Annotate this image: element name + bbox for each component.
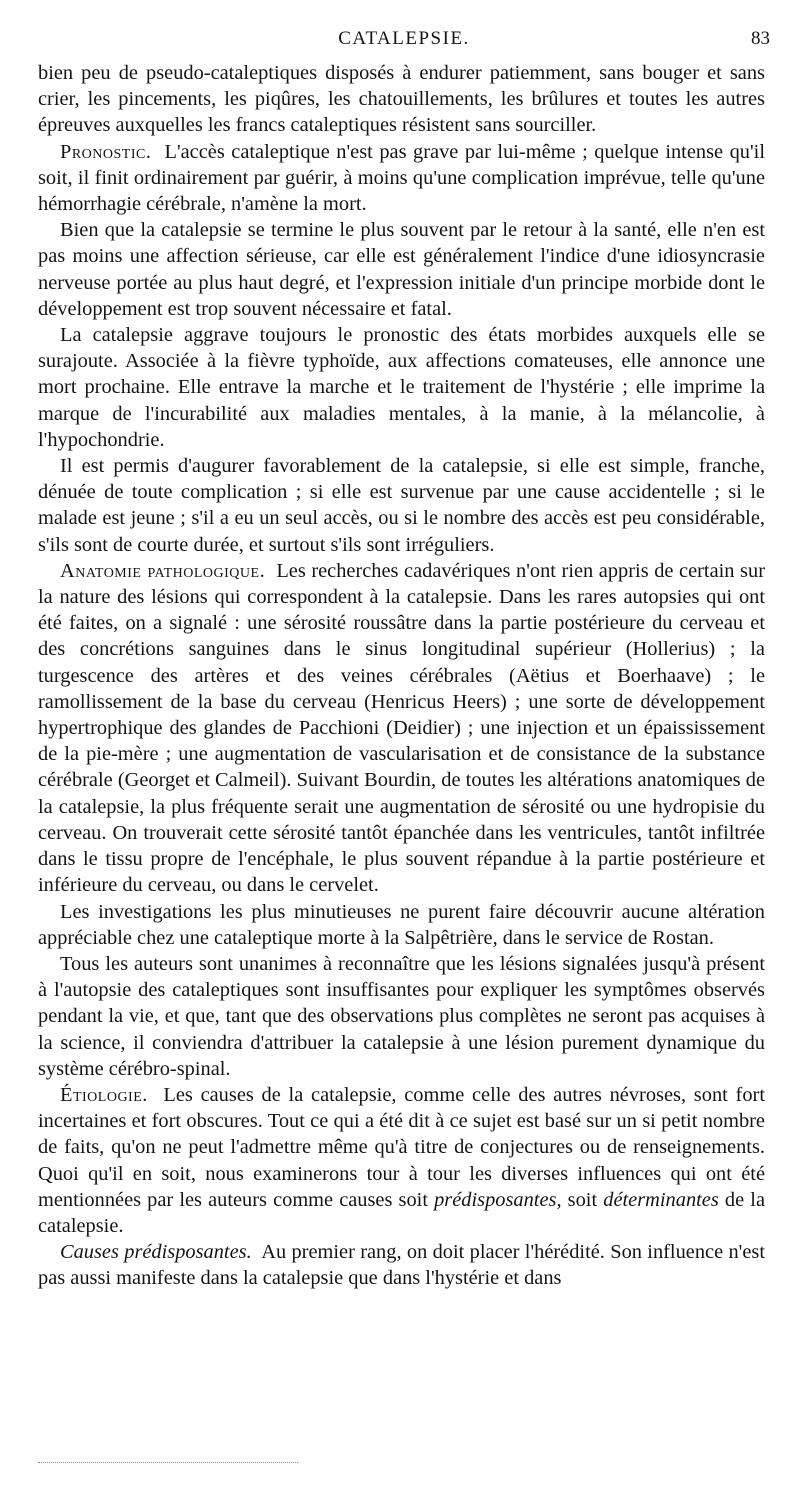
- paragraph-pronostic: [38, 139, 765, 218]
- paragraph-continuation: [38, 60, 765, 139]
- paragraph-text: Il est permis d'augurer favorablement de la catalepsie, si elle est simple, franche, dénuée de toute complication ; si elle est survenue par une cause accidentelle ; si le malade est jeune ; s'il a eu un seul accès, ou si le nombre des accès est peu considérable, s'ils sont de courte durée, et surtout s'ils sont irréguliers.: [38, 455, 765, 556]
- section-heading-etiologie: Étiologie.: [60, 1083, 148, 1106]
- italic-term: déterminantes: [603, 1188, 719, 1211]
- paragraph-etiologie: [38, 1082, 765, 1239]
- paragraph-text: Les investigations les plus minutieuses ne purent faire découvrir aucune altération appréciable chez une cataleptique morte à la Salpêtrière, dans le service de Rostan.: [38, 900, 765, 949]
- paragraph-text: Bien que la catalepsie se termine le plus souvent par le retour à la santé, elle n'en est pas moins une affection sérieuse, car elle est généralement l'indice d'une idiosyncrasie nerveuse portée au plus haut degré, et l'expression initiale d'un principe morbide dont le développement est trop souvent nécessaire et fatal.: [38, 219, 765, 320]
- paragraph-causes: [38, 1239, 765, 1291]
- paragraph-text: Au premier rang, on doit placer l'hérédité. Son influence n'est pas aussi manifeste dans la catalepsie que dans l'hystérie et dans: [38, 1241, 765, 1290]
- paragraph: [38, 217, 765, 322]
- paragraph-text: L'accès cataleptique n'est pas grave par lui-même ; quelque intense qu'il soit, il finit ordinairement par guérir, à moins qu'une complication imprévue, telle qu'une hémorrhagie cérébrale, n'amène la mort.: [38, 140, 765, 216]
- paragraph-text: , soit: [556, 1188, 598, 1211]
- paragraph: [38, 322, 765, 453]
- paragraph-text: Les causes de la catalepsie, comme celle des autres névroses, sont fort incertaines et fort obscures. Tout ce qui a été dit à ce sujet est basé sur un si petit nombre de faits, qu'on ne peut l'admettre même qu'à titre de conjectures ou de renseignements. Quoi qu'il en soit, nous examinerons tour à tour les diverses influences qui ont été mentionnées par les auteurs comme causes soit: [38, 1083, 765, 1211]
- paragraph-anatomie: [38, 558, 765, 899]
- paragraph: [38, 453, 765, 558]
- paragraph: [38, 951, 765, 1082]
- section-heading-pronostic: Pronostic.: [60, 140, 152, 163]
- footer-dotted-rule: [38, 1462, 298, 1463]
- subsection-heading-causes: Causes prédisposantes.: [60, 1241, 252, 1264]
- paragraph-text: Tous les auteurs sont unanimes à reconnaître que les lésions signalées jusqu'à présent à l'autopsie des cataleptiques sont insuffisantes pour expliquer les symptômes observés pendant la vie, et que, tant que des observations plus complètes ne seront pas acquises à la science, il conviendra d'attribuer la catalepsie à une lésion purement dynamique du système cérébro-spinal.: [38, 952, 765, 1080]
- paragraph-text: bien peu de pseudo-cataleptiques disposés à endurer patiemment, sans bouger et sans crier, les pincements, les piqûres, les chatouillements, les brûlures et toutes les autres épreuves auxquelles les francs cataleptiques résistent sans sourciller.: [38, 62, 765, 137]
- running-head: [38, 28, 770, 54]
- paragraph-text: de la catalepsie.: [38, 1188, 765, 1237]
- page-number: 83: [751, 28, 770, 49]
- section-heading-anatomie: Anatomie pathologique.: [60, 559, 266, 582]
- italic-term: prédisposantes: [434, 1188, 557, 1211]
- running-title: CATALEPSIE.: [338, 28, 470, 49]
- paragraph-text: Les recherches cadavériques n'ont rien appris de certain sur la nature des lésions qui correspondent à la catalepsie. Dans les rares autopsies qui ont été faites, on a signalé : une sérosité roussâtre dans la partie postérieure du cerveau et des concrétions sanguines dans le sinus longitudinal supérieur (Hollerius) ; la turgescence des artères et des veines cérébrales (Aëtius et Boerhaave) ; le ramollissement de la base du cerveau (Henricus Heers) ; une sorte de développement hypertrophique des glandes de Pacchioni (Deidier) ; une injection et un épaississement de la pie-mère ; une augmentation de vascularisation et de consistance de la substance cérébrale (Georget et Calmeil). Suivant Bourdin, de toutes les altérations anatomiques de la catalepsie, la plus fréquente serait une augmentation de sérosité ou une hydropisie du cerveau. On trouverait cette sérosité tantôt épanchée dans les ventricules, tantôt infiltrée dans le tissu propre de l'encéphale, le plus souvent répandue à la partie postérieure et inférieure du cerveau, ou dans le cervelet.: [38, 559, 765, 897]
- body-text: [38, 60, 765, 1292]
- paragraph: [38, 899, 765, 951]
- paragraph-text: La catalepsie aggrave toujours le pronostic des états morbides auxquels elle se surajoute. Associée à la fièvre typhoïde, aux affections comateuses, elle annonce une mort prochaine. Elle entrave la marche et le traitement de l'hystérie ; elle imprime la marque de l'incurabilité aux maladies mentales, à la manie, à la mélancolie, à l'hypochondrie.: [38, 324, 765, 451]
